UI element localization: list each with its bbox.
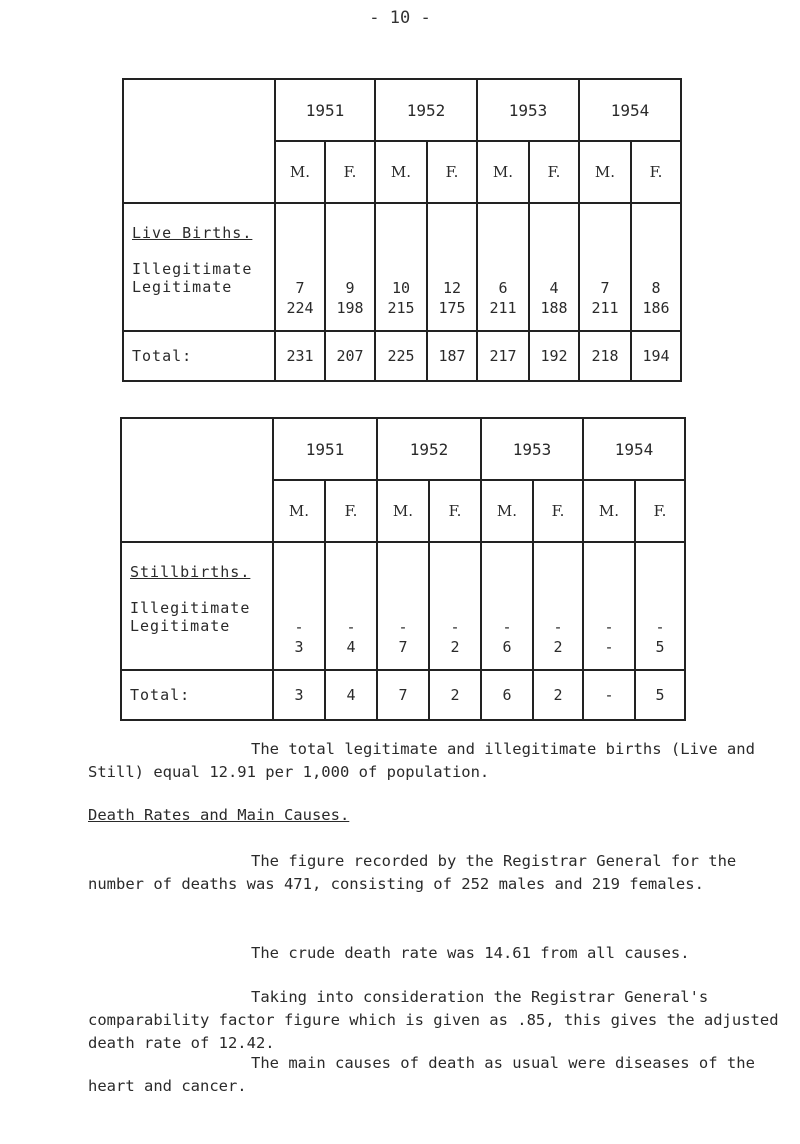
sex-header: M. xyxy=(275,141,325,203)
legitimate-value: 4 xyxy=(346,638,356,656)
total-value: 217 xyxy=(477,331,529,381)
total-row xyxy=(123,331,681,381)
legitimate-value: 215 xyxy=(387,299,415,317)
sex-header: M. xyxy=(579,141,631,203)
legitimate-value: - xyxy=(604,638,614,656)
section-label: Live Births. xyxy=(132,224,253,242)
total-value: 194 xyxy=(631,331,681,381)
sex-header: M. xyxy=(477,141,529,203)
data-cell xyxy=(275,203,325,331)
total-value: 207 xyxy=(325,331,375,381)
live-births-table xyxy=(122,78,682,382)
main-causes-paragraph xyxy=(88,1052,788,1098)
total-row xyxy=(121,670,685,720)
data-cell xyxy=(375,203,427,331)
year-header: 1952 xyxy=(375,79,477,141)
illegitimate-value: - xyxy=(655,618,665,636)
legitimate-value: 2 xyxy=(450,638,460,656)
data-cell xyxy=(427,203,477,331)
births-rate-paragraph xyxy=(88,738,788,784)
legitimate-value: 188 xyxy=(540,299,568,317)
legitimate-value: 186 xyxy=(642,299,670,317)
row-label-legitimate: Legitimate xyxy=(132,278,233,296)
stillbirths-table xyxy=(120,417,686,721)
data-cell xyxy=(529,203,579,331)
sex-header: F. xyxy=(635,480,685,542)
year-header: 1951 xyxy=(275,79,375,141)
row-label-illegitimate: Illegitimate xyxy=(132,260,253,278)
total-value: 218 xyxy=(579,331,631,381)
illegitimate-value: - xyxy=(553,618,563,636)
illegitimate-value: - xyxy=(346,618,356,636)
sex-header: F. xyxy=(429,480,481,542)
data-cell xyxy=(481,542,533,670)
data-cell xyxy=(273,542,325,670)
total-value: 5 xyxy=(635,670,685,720)
total-value: 231 xyxy=(275,331,325,381)
year-header: 1953 xyxy=(477,79,579,141)
illegitimate-value: 7 xyxy=(600,279,610,297)
total-value: 4 xyxy=(325,670,377,720)
sex-header: F. xyxy=(529,141,579,203)
total-value: 7 xyxy=(377,670,429,720)
paragraph-text: The total legitimate and illegitimate births (Live and Still) equal 12.91 per 1,000 of population. xyxy=(88,740,755,781)
data-cell xyxy=(533,542,583,670)
total-label: Total: xyxy=(121,670,273,720)
illegitimate-value: 6 xyxy=(498,279,508,297)
illegitimate-value: - xyxy=(502,618,512,636)
legitimate-value: 211 xyxy=(489,299,517,317)
sex-header: M. xyxy=(583,480,635,542)
row-label-cell xyxy=(123,203,275,331)
sex-header: M. xyxy=(375,141,427,203)
year-header: 1954 xyxy=(579,79,681,141)
adjusted-rate-paragraph xyxy=(88,986,788,1055)
legitimate-value: 3 xyxy=(294,638,304,656)
illegitimate-value: 12 xyxy=(442,279,462,297)
sex-header: F. xyxy=(325,480,377,542)
year-header: 1952 xyxy=(377,418,481,480)
legitimate-value: 211 xyxy=(591,299,619,317)
data-cell xyxy=(429,542,481,670)
corner-cell xyxy=(121,418,273,542)
year-header-row xyxy=(121,418,685,480)
total-label: Total: xyxy=(123,331,275,381)
year-header: 1951 xyxy=(273,418,377,480)
legitimate-value: 175 xyxy=(438,299,466,317)
illegitimate-value: 9 xyxy=(345,279,355,297)
legitimate-value: 2 xyxy=(553,638,563,656)
row-label-cell xyxy=(121,542,273,670)
total-value: 225 xyxy=(375,331,427,381)
year-header: 1953 xyxy=(481,418,583,480)
illegitimate-value: - xyxy=(450,618,460,636)
paragraph-text: Taking into consideration the Registrar General's comparability factor figure which is given as .85, this gives the adjusted death rate of 12.42. xyxy=(88,988,779,1052)
row-label-legitimate: Legitimate xyxy=(130,617,231,635)
illegitimate-value: 7 xyxy=(295,279,305,297)
total-value: - xyxy=(583,670,635,720)
death-heading-block xyxy=(88,804,788,827)
section-heading: Death Rates and Main Causes. xyxy=(88,806,350,824)
sex-header: F. xyxy=(427,141,477,203)
section-label: Stillbirths. xyxy=(130,563,251,581)
paragraph-text: The crude death rate was 14.61 from all causes. xyxy=(251,944,690,962)
total-value: 2 xyxy=(429,670,481,720)
sex-header: F. xyxy=(325,141,375,203)
total-value: 187 xyxy=(427,331,477,381)
illegitimate-value: 8 xyxy=(651,279,661,297)
data-row xyxy=(121,542,685,670)
year-header: 1954 xyxy=(583,418,685,480)
sex-header: F. xyxy=(631,141,681,203)
paragraph-text: The figure recorded by the Registrar General for the number of deaths was 471, consisting of 252 males and 219 females. xyxy=(88,852,737,893)
illegitimate-value: - xyxy=(294,618,304,636)
crude-rate-paragraph xyxy=(88,942,788,965)
year-header-row xyxy=(123,79,681,141)
data-cell xyxy=(325,542,377,670)
data-cell xyxy=(377,542,429,670)
legitimate-value: 6 xyxy=(502,638,512,656)
illegitimate-value: - xyxy=(398,618,408,636)
sex-header: F. xyxy=(533,480,583,542)
data-cell xyxy=(477,203,529,331)
total-value: 192 xyxy=(529,331,579,381)
sex-header: M. xyxy=(273,480,325,542)
sex-header: M. xyxy=(481,480,533,542)
illegitimate-value: 4 xyxy=(549,279,559,297)
data-cell xyxy=(325,203,375,331)
row-label-illegitimate: Illegitimate xyxy=(130,599,251,617)
illegitimate-value: - xyxy=(604,618,614,636)
page-number: - 10 - xyxy=(369,8,431,28)
total-value: 2 xyxy=(533,670,583,720)
illegitimate-value: 10 xyxy=(391,279,411,297)
paragraph-text: The main causes of death as usual were diseases of the heart and cancer. xyxy=(88,1054,755,1095)
data-row xyxy=(123,203,681,331)
deaths-count-paragraph xyxy=(88,850,788,896)
legitimate-value: 198 xyxy=(336,299,364,317)
data-cell xyxy=(583,542,635,670)
total-value: 6 xyxy=(481,670,533,720)
total-value: 3 xyxy=(273,670,325,720)
legitimate-value: 7 xyxy=(398,638,408,656)
legitimate-value: 224 xyxy=(286,299,314,317)
corner-cell xyxy=(123,79,275,203)
data-cell xyxy=(579,203,631,331)
data-cell xyxy=(631,203,681,331)
data-cell xyxy=(635,542,685,670)
legitimate-value: 5 xyxy=(655,638,665,656)
sex-header: M. xyxy=(377,480,429,542)
